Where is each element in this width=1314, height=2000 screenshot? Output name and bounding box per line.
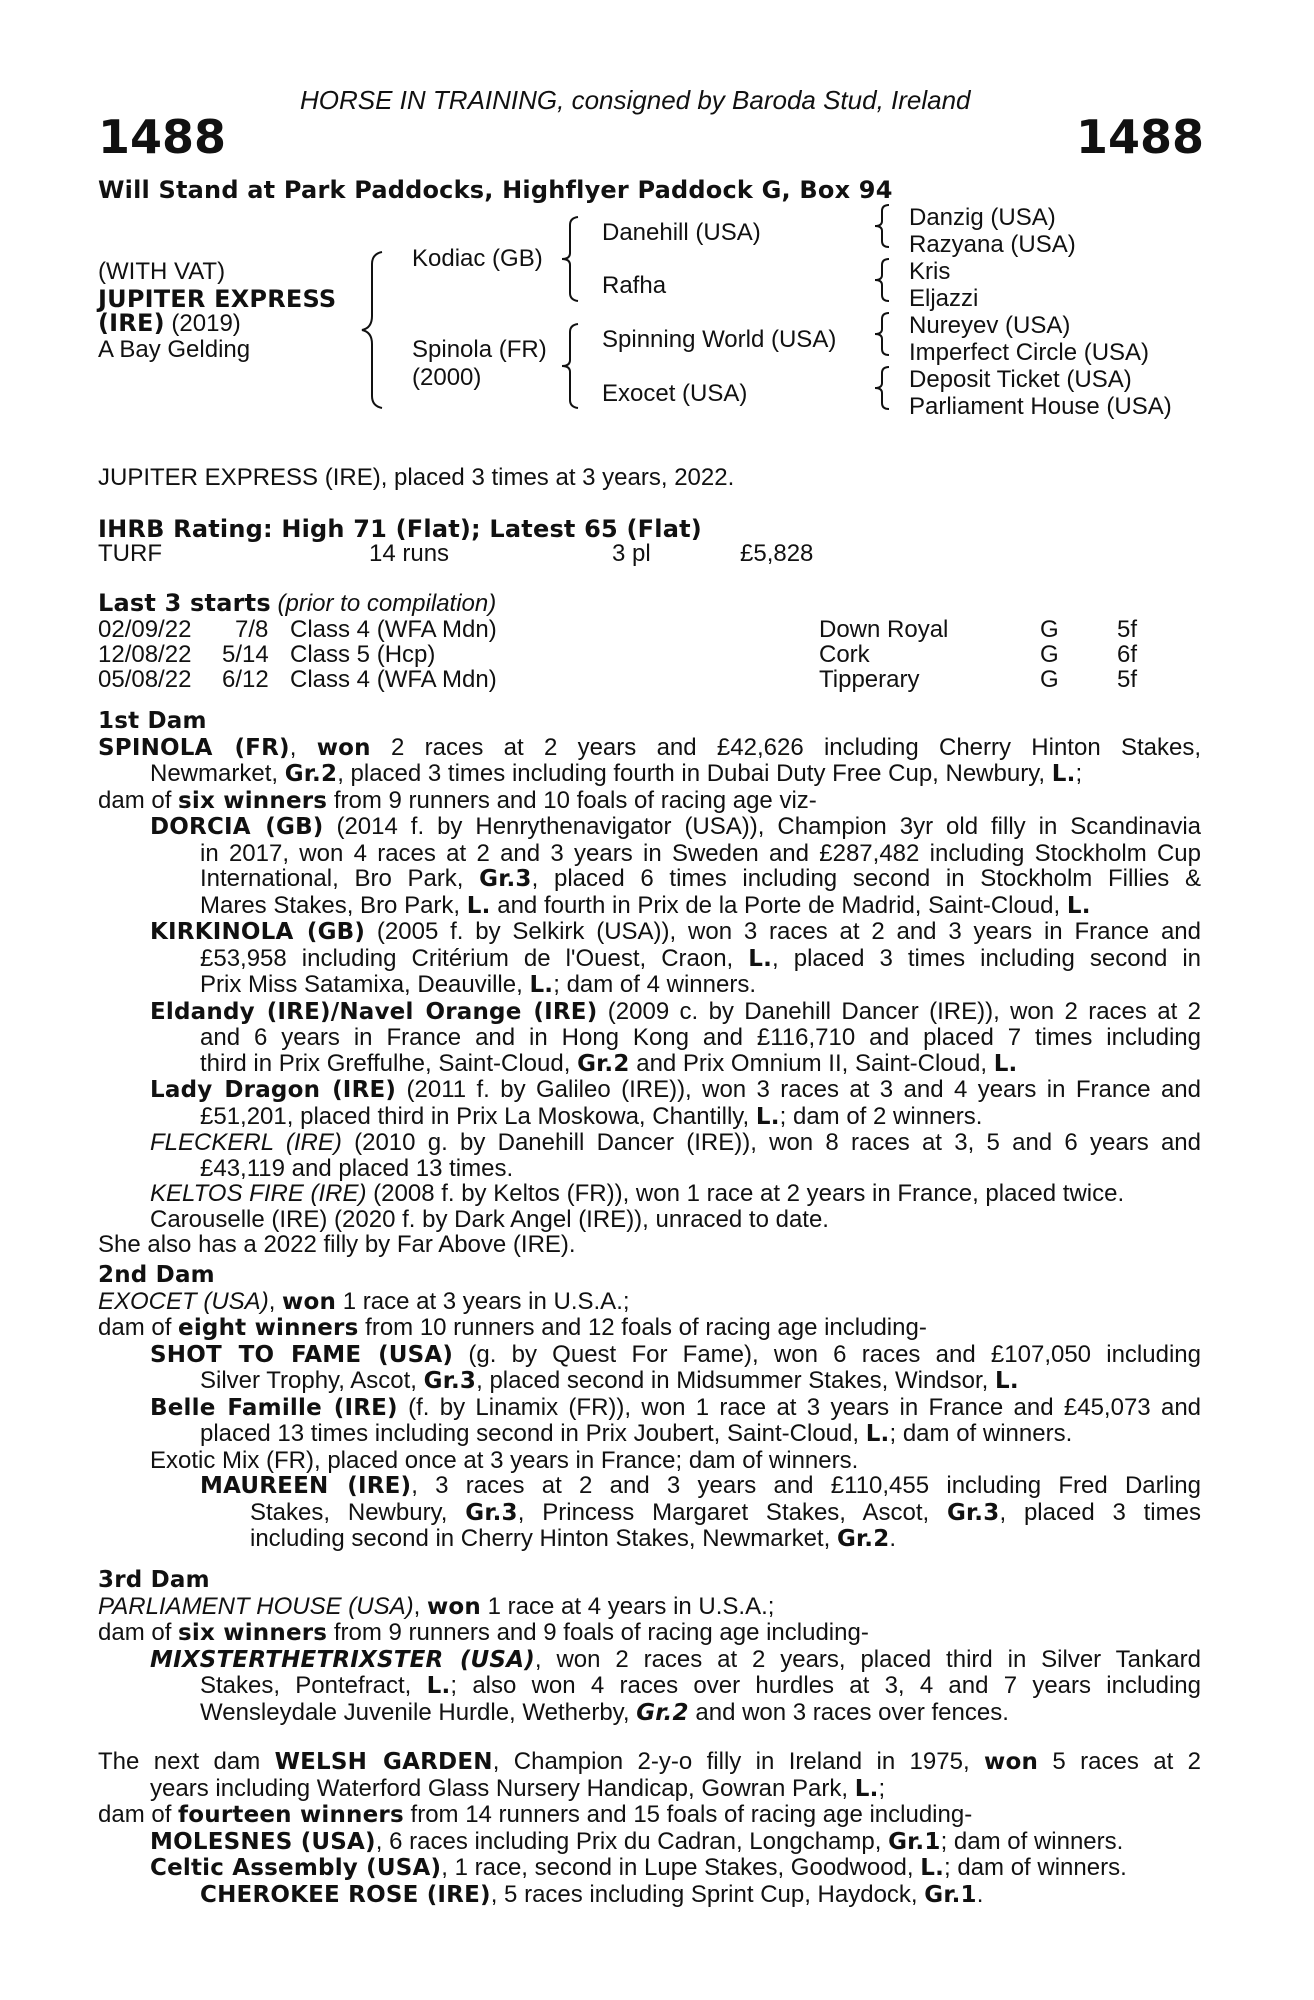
start-going: G xyxy=(1040,641,1059,668)
start-distance: 5f xyxy=(1117,666,1138,693)
progeny-entry: £51,201, placed third in Prix La Moskowa, Chantilly, L.; dam of 2 winners. xyxy=(200,1102,983,1130)
progeny-entry: Belle Famille (IRE) (f. by Linamix (FR)), won 1 race at 3 years in France and £45,073 and xyxy=(150,1393,1202,1421)
pedigree-brace-dam xyxy=(560,322,584,410)
progeny-entry: Mares Stakes, Bro Park, L. and fourth in Prix de la Porte de Madrid, Saint-Cloud, L. xyxy=(200,891,1091,919)
dam-line: EXOCET (USA), won 1 race at 3 years in U.S.A.; xyxy=(98,1287,630,1315)
start-going: G xyxy=(1040,616,1059,643)
start-date: 05/08/22 xyxy=(98,666,192,693)
consignment-line: HORSE IN TRAINING, consigned by Baroda Stud, Ireland xyxy=(300,85,971,115)
stand-location: Will Stand at Park Paddocks, Highflyer Paddock G, Box 94 xyxy=(98,176,893,204)
pedigree-brace-ss xyxy=(873,203,895,249)
pedigree-sire-dam: Rafha xyxy=(602,272,667,299)
progeny-entry: FLECKERL (IRE) (2010 g. by Danehill Dancer (IRE)), won 8 races at 3, 5 and 6 years and xyxy=(150,1129,1201,1156)
progeny-entry: SHOT TO FAME (USA) (g. by Quest For Fame), won 6 races and £107,050 including xyxy=(150,1340,1201,1368)
progeny-entry: and 6 years in France and in Hong Kong and £116,710 and placed 7 times including xyxy=(200,1024,1201,1051)
pedigree-sire-sire: Danehill (USA) xyxy=(602,219,761,246)
progeny-entry: Silver Trophy, Ascot, Gr.3, placed second in Midsummer Stakes, Windsor, L. xyxy=(200,1367,1019,1394)
rating-title: IHRB Rating: High 71 (Flat); Latest 65 (Flat) xyxy=(98,515,702,543)
progeny-entry: Stakes, Pontefract, L.; also won 4 races over hurdles at 3, 4 and 7 years including xyxy=(200,1672,1201,1699)
horse-name-line2: (IRE) (2019) xyxy=(98,309,241,337)
pedigree-dsd: Imperfect Circle (USA) xyxy=(909,339,1150,366)
progeny-entry: KIRKINOLA (GB) (2005 f. by Selkirk (USA)), won 3 races at 2 and 3 years in France and xyxy=(150,918,1201,945)
dam-line: She also has a 2022 filly by Far Above (IRE). xyxy=(98,1231,576,1258)
start-distance: 6f xyxy=(1117,641,1138,668)
first-dam-section xyxy=(98,709,1201,1258)
start-course: Down Royal xyxy=(819,616,949,643)
third-dam-section xyxy=(98,1568,1201,1726)
progeny-entry: DORCIA (GB) (2014 f. by Henrythenavigator (USA)), Champion 3yr old filly in Scandinavia xyxy=(150,813,1201,840)
start-position: 7/8 xyxy=(235,616,269,643)
rating-earnings: £5,828 xyxy=(740,540,814,567)
dam-line: dam of six winners from 9 runners and 9 foals of racing age including- xyxy=(98,1619,869,1646)
start-position: 6/12 xyxy=(222,666,269,693)
progeny-entry: Celtic Assembly (USA), 1 race, second in Lupe Stakes, Goodwood, L.; dam of winners. xyxy=(150,1854,1127,1881)
progeny-entry: Stakes, Newbury, Gr.3, Princess Margaret Stakes, Ascot, Gr.3, placed 3 times xyxy=(250,1498,1201,1526)
progeny-entry: Carouselle (IRE) (2020 f. by Dark Angel (IRE)), unraced to date. xyxy=(150,1205,829,1233)
start-going: G xyxy=(1040,666,1059,693)
pedigree-brace-sire xyxy=(560,215,584,303)
progeny-entry: £43,119 and placed 13 times. xyxy=(200,1154,514,1182)
pedigree-sss: Danzig (USA) xyxy=(909,204,1056,231)
progeny-entry: including second in Cherry Hinton Stakes, Newmarket, Gr.2. xyxy=(250,1525,897,1552)
progeny-entry: third in Prix Greffulhe, Saint-Cloud, Gr.2 and Prix Omnium II, Saint-Cloud, L. xyxy=(200,1049,1018,1077)
start-race: Class 5 (Hcp) xyxy=(290,641,436,668)
section-heading: 3rd Dam xyxy=(98,1567,210,1593)
progeny-entry: Eldandy (IRE)/Navel Orange (IRE) (2009 c. by Danehill Dancer (IRE)), won 2 races at 2 xyxy=(150,997,1201,1025)
next-dam-section xyxy=(98,1749,1201,1908)
pedigree-sds: Kris xyxy=(909,258,951,285)
start-course: Cork xyxy=(819,641,870,668)
progeny-entry: Wensleydale Juvenile Hurdle, Wetherby, Gr.2 and won 3 races over fences. xyxy=(200,1698,1009,1726)
progeny-entry: in 2017, won 4 races at 2 and 3 years in Sweden and £287,482 including Stockholm Cup xyxy=(200,839,1201,867)
pedigree-brace-main xyxy=(360,250,390,410)
horse-description: A Bay Gelding xyxy=(98,336,251,363)
pedigree-brace-dd xyxy=(873,365,895,411)
progeny-entry: £53,958 including Critérium de l'Ouest, Craon, L., placed 3 times including second in xyxy=(200,944,1201,972)
last-starts-heading: Last 3 starts (prior to compilation) xyxy=(98,589,497,617)
start-race: Class 4 (WFA Mdn) xyxy=(290,616,497,643)
pedigree-dam: Spinola (FR) xyxy=(412,336,547,363)
progeny-entry: MAUREEN (IRE), 3 races at 2 and 3 years and £110,455 including Fred Darling xyxy=(200,1472,1201,1499)
lot-number-right: 1488 xyxy=(1075,110,1204,164)
pedigree-dss: Nureyev (USA) xyxy=(909,312,1071,339)
progeny-entry: MOLESNES (USA), 6 races including Prix du Cadran, Longchamp, Gr.1; dam of winners. xyxy=(150,1827,1124,1855)
pedigree-brace-ds xyxy=(873,311,895,357)
pedigree-ssd: Razyana (USA) xyxy=(909,231,1076,258)
progeny-entry: Lady Dragon (IRE) (2011 f. by Galileo (IRE)), won 3 races at 3 and 4 years in France and xyxy=(150,1076,1201,1103)
pedigree-dds: Deposit Ticket (USA) xyxy=(909,366,1132,393)
dam-line: SPINOLA (FR), won 2 races at 2 years and £42,626 including Cherry Hinton Stakes, xyxy=(98,733,1201,761)
progeny-entry: International, Bro Park, Gr.3, placed 6 times including second in Stockholm Fillies & xyxy=(200,865,1201,892)
start-date: 12/08/22 xyxy=(98,641,192,668)
dam-line: PARLIAMENT HOUSE (USA), won 1 race at 4 years in U.S.A.; xyxy=(98,1592,775,1620)
horse-name: JUPITER EXPRESS xyxy=(98,285,337,313)
section-heading: 1st Dam xyxy=(98,708,207,734)
progeny-entry: placed 13 times including second in Prix Joubert, Saint-Cloud, L.; dam of winners. xyxy=(200,1420,1073,1447)
progeny-entry: Exotic Mix (FR), placed once at 3 years in France; dam of winners. xyxy=(150,1446,859,1474)
pedigree-ddd: Parliament House (USA) xyxy=(909,393,1172,420)
section-heading: 2nd Dam xyxy=(98,1262,215,1288)
pedigree-dam-dam: Exocet (USA) xyxy=(602,380,748,407)
vat-note: (WITH VAT) xyxy=(98,258,226,285)
progeny-entry: CHEROKEE ROSE (IRE), 5 races including Sprint Cup, Haydock, Gr.1. xyxy=(200,1880,984,1908)
dam-line: years including Waterford Glass Nursery Handicap, Gowran Park, L.; xyxy=(150,1774,886,1802)
dam-line: Newmarket, Gr.2, placed 3 times including fourth in Dubai Duty Free Cup, Newbury, L.; xyxy=(150,760,1083,787)
dam-line: dam of six winners from 9 runners and 10 foals of racing age viz- xyxy=(98,786,817,814)
pedigree-sdd: Eljazzi xyxy=(909,285,979,312)
start-position: 5/14 xyxy=(222,641,269,668)
progeny-entry: KELTOS FIRE (IRE) (2008 f. by Keltos (FR)), won 1 race at 2 years in France, placed twice. xyxy=(150,1180,1125,1207)
start-distance: 5f xyxy=(1117,616,1138,643)
rating-placed: 3 pl xyxy=(612,540,651,567)
pedigree-dam-sire: Spinning World (USA) xyxy=(602,326,837,353)
start-date: 02/09/22 xyxy=(98,616,192,643)
pedigree-brace-sd xyxy=(873,257,895,303)
start-course: Tipperary xyxy=(819,666,920,693)
rating-surface: TURF xyxy=(98,540,162,567)
racing-summary: JUPITER EXPRESS (IRE), placed 3 times at 3 years, 2022. xyxy=(98,464,735,491)
dam-line: dam of fourteen winners from 14 runners and 15 foals of racing age including- xyxy=(98,1801,973,1828)
pedigree-sire: Kodiac (GB) xyxy=(412,245,543,272)
rating-runs: 14 runs xyxy=(369,540,450,567)
start-race: Class 4 (WFA Mdn) xyxy=(290,666,497,693)
second-dam-section xyxy=(98,1263,1201,1553)
progeny-entry: MIXSTERTHETRIXSTER (USA), won 2 races at 2 years, placed third in Silver Tankard xyxy=(150,1645,1201,1673)
dam-line: dam of eight winners from 10 runners and 12 foals of racing age including- xyxy=(98,1314,927,1341)
lot-number-left: 1488 xyxy=(98,110,227,164)
dam-line: The next dam WELSH GARDEN, Champion 2-y-o filly in Ireland in 1975, won 5 races at 2 xyxy=(98,1748,1201,1775)
pedigree-dam-year: (2000) xyxy=(412,364,482,391)
progeny-entry: Prix Miss Satamixa, Deauville, L.; dam of 4 winners. xyxy=(200,971,756,998)
